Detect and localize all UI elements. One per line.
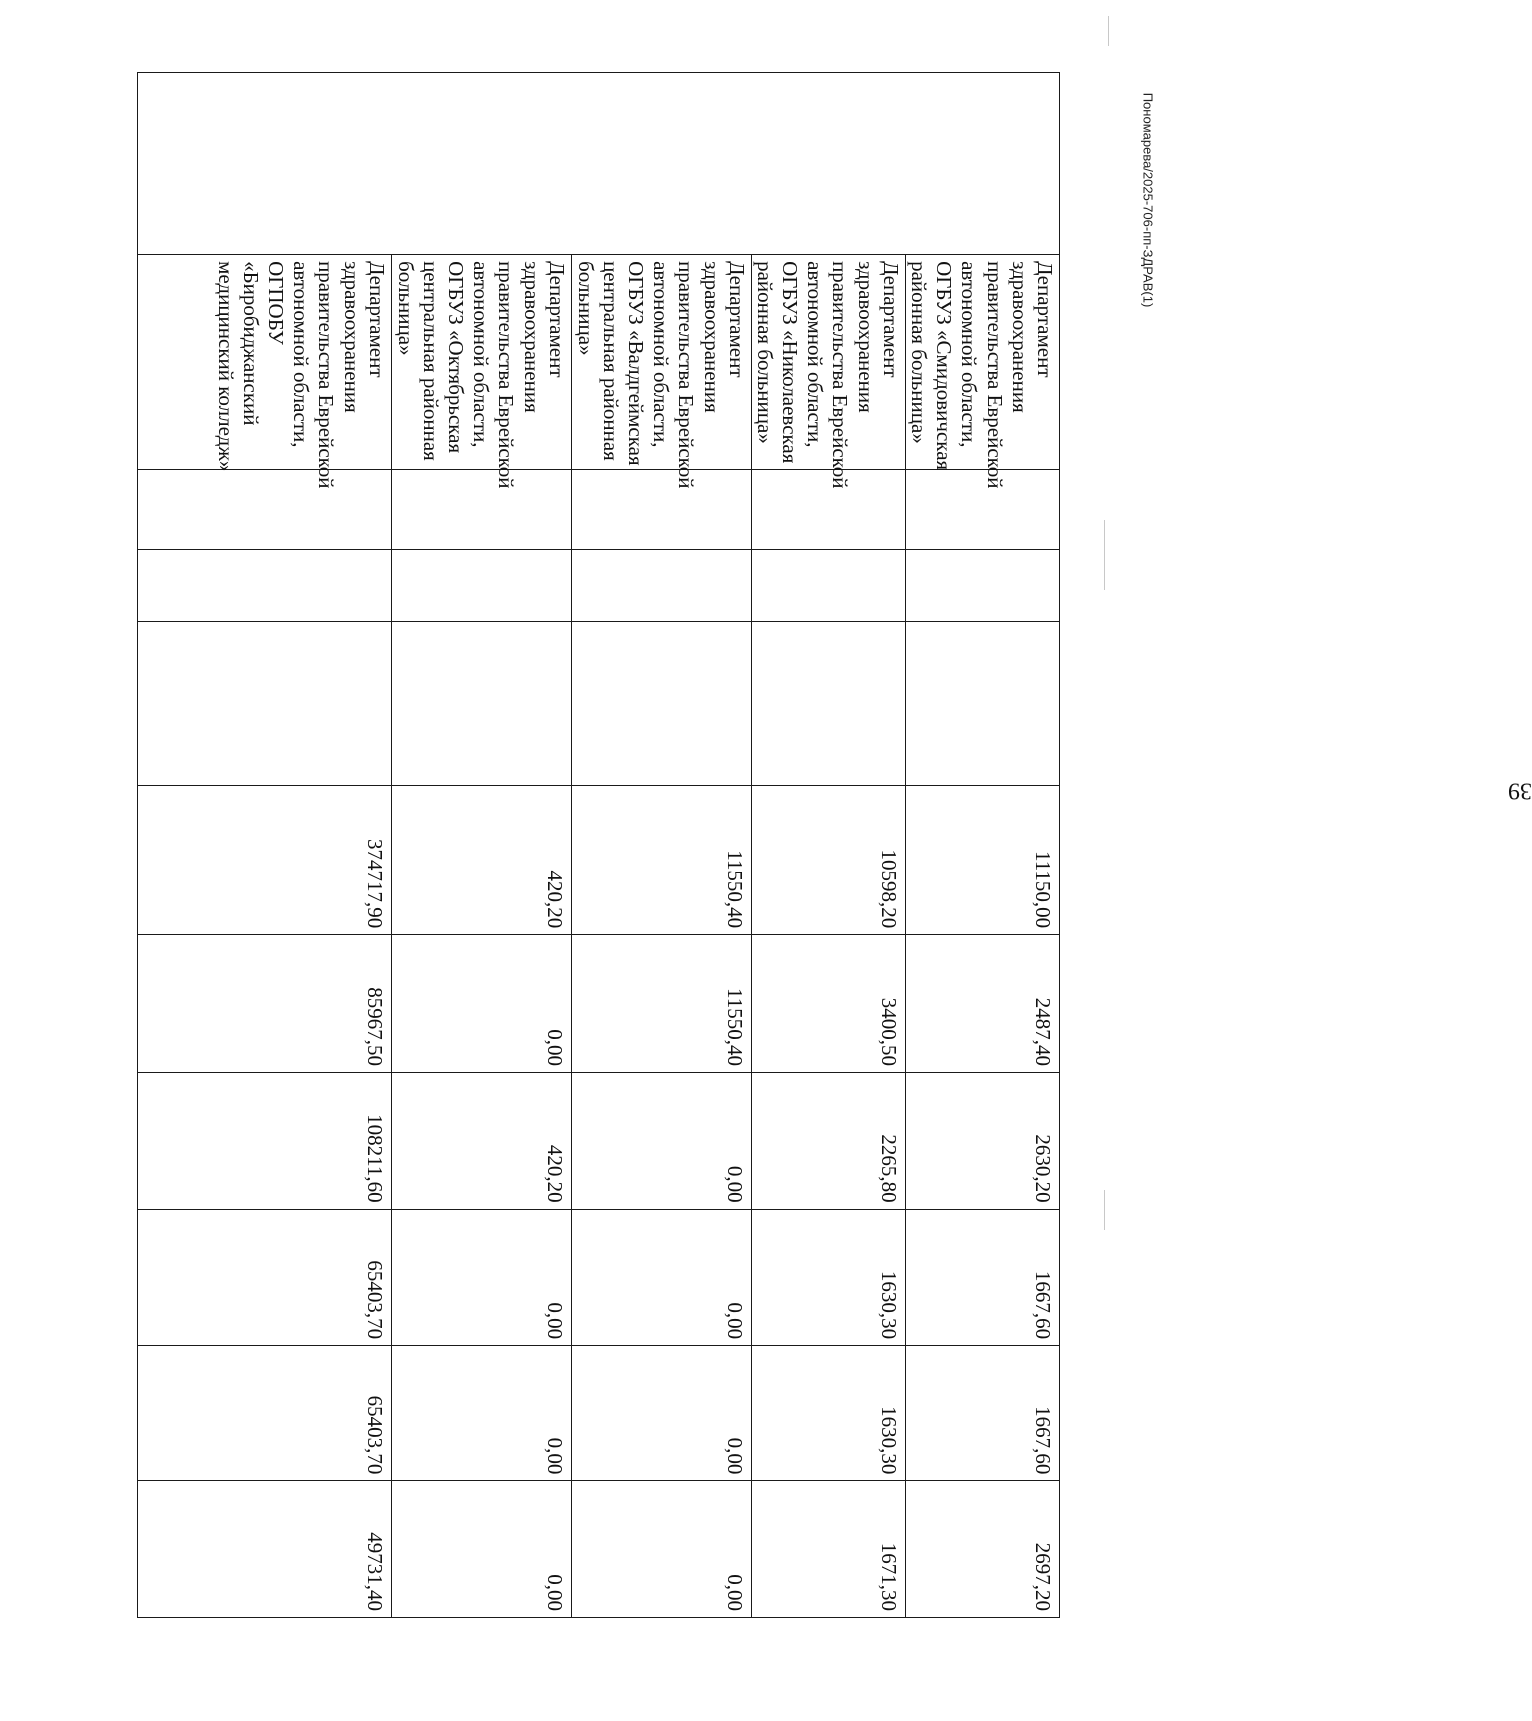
value-cell: 1671,30 [751,1481,905,1618]
value-cell: 2697,20 [905,1481,1059,1618]
blank-cell [137,469,391,550]
value-cell: 2630,20 [905,1073,1059,1210]
value-cell: 0,00 [391,1481,571,1618]
value-cell: 0,00 [571,1209,751,1346]
scan-artifact [1108,16,1109,46]
blank-cell [905,621,1059,785]
blank-cell [571,469,751,550]
value-cell: 0,00 [391,1346,571,1481]
scan-artifact [1104,520,1105,590]
footer-code: Пономарева/2025-706-пп-ЗДРАВ(1) [1140,92,1156,308]
value-cell: 49731,40 [137,1481,391,1618]
value-cell: 2265,80 [751,1073,905,1210]
value-cell: 1667,60 [905,1209,1059,1346]
table-row [751,73,905,1618]
blank-cell [137,550,391,622]
page-number: 39 [1508,777,1532,804]
value-cell: 0,00 [571,1073,751,1210]
value-cell: 0,00 [571,1481,751,1618]
blank-cell [571,550,751,622]
blank-cell [905,550,1059,622]
value-cell: 1630,30 [751,1346,905,1481]
value-cell: 65403,70 [137,1346,391,1481]
blank-cell [751,621,905,785]
value-cell: 0,00 [571,1346,751,1481]
org-cell: Департамент здравоохранения правительства Еврейской автономной области, ОГБУЗ «Октябрьская центральная районная больница» [391,255,571,470]
value-cell: 374717,90 [137,785,391,935]
value-cell: 11150,00 [905,785,1059,935]
value-cell: 3400,50 [751,935,905,1073]
rotated-table-sheet [140,72,1060,1618]
value-cell: 0,00 [391,935,571,1073]
value-cell: 1667,60 [905,1346,1059,1481]
value-cell: 0,00 [391,1209,571,1346]
blank-cell [137,621,391,785]
org-cell: Департамент здравоохранения правительства Еврейской автономной области, ОГБУЗ «Смидовичская районная больница» [905,255,1059,470]
table-row [905,73,1059,1618]
org-cell: Департамент здравоохранения правительства Еврейской автономной области, ОГБУЗ «Валдгеймская центральная районная больница» [571,255,751,470]
value-cell: 11550,40 [571,785,751,935]
value-cell: 1630,30 [751,1209,905,1346]
blank-cell [571,621,751,785]
value-cell: 65403,70 [137,1209,391,1346]
table-row [137,73,391,1618]
value-cell: 85967,50 [137,935,391,1073]
value-cell: 420,20 [391,785,571,935]
blank-cell [391,469,571,550]
table-row [391,73,571,1618]
value-cell: 108211,60 [137,1073,391,1210]
value-cell: 2487,40 [905,935,1059,1073]
org-cell: Департамент здравоохранения правительства Еврейской автономной области, ОГБУЗ «Николаевская районная больница» [751,255,905,470]
value-cell: 11550,40 [571,935,751,1073]
blank-cell [751,550,905,622]
blank-cell [391,550,571,622]
table-row [571,73,751,1618]
funding-table [137,72,1060,1618]
blank-cell [391,621,571,785]
scan-artifact [1104,1190,1105,1230]
value-cell: 10598,20 [751,785,905,935]
value-cell: 420,20 [391,1073,571,1210]
org-cell: Департамент здравоохранения правительства Еврейской автономной области, ОГПОБУ «Биробиджанский медицинский колледж» [137,255,391,470]
blank-leading-cell [137,73,1059,255]
